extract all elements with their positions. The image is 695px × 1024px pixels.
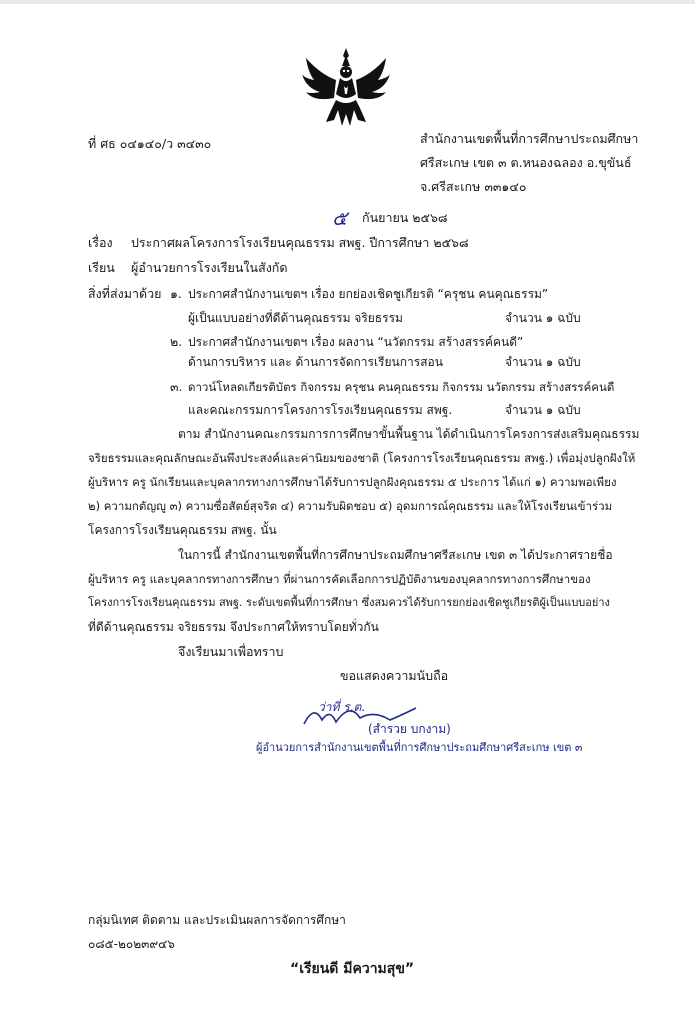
agency-address-line1: สำนักงานเขตพื้นที่การศึกษาประถมศึกษา xyxy=(420,131,639,146)
body-paragraph1-line: ตาม สำนักงานคณะกรรมการการศึกษาขั้นพื้นฐาน ได้ดำเนินการโครงการส่งเสริมคุณธรรม xyxy=(178,427,640,441)
body-paragraph1-line: โครงการโรงเรียนคุณธรรม สพฐ. นั้น xyxy=(88,523,277,537)
enclosure-line1: ดาวน์โหลดเกียรติบัตร กิจกรรม ครุชน คนคุณธรรม กิจกรรม นวัตกรรม สร้างสรรค์คนดี xyxy=(188,380,615,394)
enclosure-quantity: จำนวน ๑ ฉบับ xyxy=(505,403,581,417)
agency-address-line3: จ.ศรีสะเกษ ๓๓๑๔๐ xyxy=(420,179,527,194)
issuing-unit: กลุ่มนิเทศ ติดตาม และประเมินผลการจัดการศึกษา xyxy=(88,913,346,927)
agency-address-line2: ศรีสะเกษ เขต ๓ ต.หนองฉลอง อ.ขุขันธ์ xyxy=(420,155,632,170)
body-paragraph2-line: ที่ดีด้านคุณธรรม จริยธรรม จึงประกาศให้ทราบโดยทั่วกัน xyxy=(88,620,379,634)
enclosure-line2: และคณะกรรมการโครงการโรงเรียนคุณธรรม สพฐ. xyxy=(188,403,453,417)
recipient-label: เรียน xyxy=(88,260,115,275)
enclosures-label: สิ่งที่ส่งมาด้วย xyxy=(88,286,162,301)
enclosure-line2: ผู้เป็นแบบอย่างที่ดีด้านคุณธรรม จริยธรรม xyxy=(188,311,403,325)
body-paragraph1-line: จริยธรรมและคุณลักษณะอันพึงประสงค์และค่านิยมของชาติ (โครงการโรงเรียนคุณธรรม สพฐ.) เพื่อมุ่งปลูกฝังให้ xyxy=(88,451,636,465)
enclosure-number: ๓. xyxy=(170,379,183,394)
signatory-name: (สำรวย บกงาม) xyxy=(368,722,451,736)
date-month-year: กันยายน ๒๕๖๘ xyxy=(362,210,448,225)
enclosure-number: ๒. xyxy=(170,334,183,349)
enclosure-number: ๑. xyxy=(170,286,182,301)
subject-text: ประกาศผลโครงการโรงเรียนคุณธรรม สพฐ. ปีการศึกษา ๒๕๖๘ xyxy=(131,235,469,250)
enclosure-line1: ประกาศสำนักงานเขตฯ เรื่อง ผลงาน “นวัตกรรม สร้างสรรค์คนดี” xyxy=(188,335,524,349)
closing-request: จึงเรียนมาเพื่อทราบ xyxy=(178,644,284,659)
slogan: “เรียนดี มีความสุข” xyxy=(290,961,415,977)
body-paragraph2-line: โครงการโรงเรียนคุณธรรม สพฐ. ระดับเขตพื้นที่การศึกษา ซึ่งสมควรได้รับการยกย่องเชิดชูเกียรติผู้เป็นแบบอย่าง xyxy=(88,596,610,609)
top-edge-strip xyxy=(0,0,695,4)
signatory-position: ผู้อำนวยการสำนักงานเขตพื้นที่การศึกษาประถมศึกษาศรีสะเกษ เขต ๓ xyxy=(256,741,583,754)
document-number: ที่ ศธ ๐๔๑๔๐/ว ๓๔๓๐ xyxy=(88,136,212,151)
signature-scrawl: ว่าที่ ร.ต. xyxy=(318,700,366,714)
recipient-text: ผู้อำนวยการโรงเรียนในสังกัด xyxy=(131,260,288,275)
contact-phone: ๐๘๕-๒๐๒๓๙๔๖ xyxy=(88,937,175,951)
closing-salutation: ขอแสดงความนับถือ xyxy=(340,668,449,683)
subject-label: เรื่อง xyxy=(88,235,113,250)
enclosure-line1: ประกาศสำนักงานเขตฯ เรื่อง ยกย่องเชิดชูเกียรติ “ครุชน คนคุณธรรม” xyxy=(188,287,549,301)
body-paragraph1-line: ๒) ความกตัญญู ๓) ความซื่อสัตย์สุจริต ๔) ความรับผิดชอบ ๕) อุดมการณ์คุณธรรม และให้โรงเรียนเข้าร่วม xyxy=(88,499,613,513)
body-paragraph1-line: ผู้บริหาร ครู นักเรียนและบุคลากรทางการศึกษาได้รับการปลูกฝังคุณธรรม ๕ ประการ ได้แก่ ๑) ความพอเพียง xyxy=(88,475,617,489)
body-paragraph2-line: ในการนี้ สำนักงานเขตพื้นที่การศึกษาประถมศึกษาศรีสะเกษ เขต ๓ ได้ประกาศรายชื่อ xyxy=(178,548,613,562)
enclosure-quantity: จำนวน ๑ ฉบับ xyxy=(505,311,581,325)
garuda-emblem-icon xyxy=(300,44,392,130)
enclosure-quantity: จำนวน ๑ ฉบับ xyxy=(505,355,581,369)
date-day-handwritten: ๕ xyxy=(332,206,348,230)
body-paragraph2-line: ผู้บริหาร ครู และบุคลากรทางการศึกษา ที่ผ่านการคัดเลือกการปฏิบัติงานของบุคลากรทางการศึกษาของ xyxy=(88,572,591,586)
enclosure-line2: ด้านการบริหาร และ ด้านการจัดการเรียนการสอน xyxy=(188,355,443,369)
